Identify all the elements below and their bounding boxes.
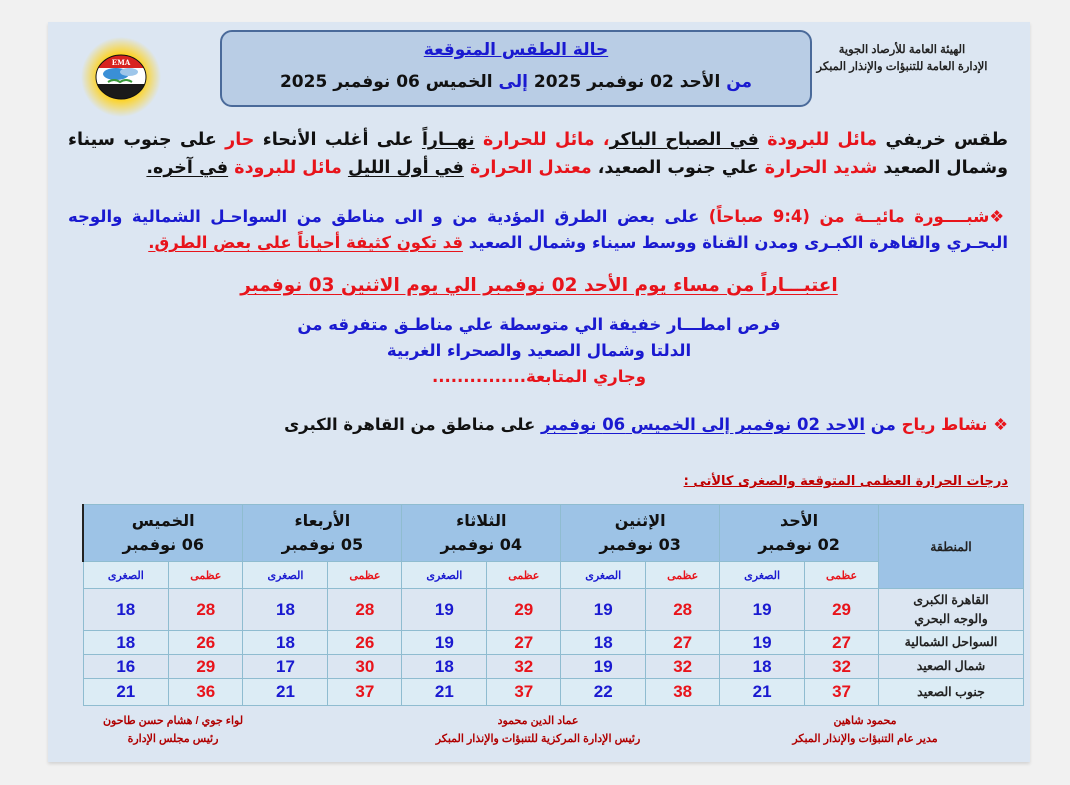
- max-temp: 36: [169, 679, 243, 706]
- region-name: جنوب الصعيد: [879, 679, 1024, 706]
- max-label: عظمى: [169, 562, 243, 589]
- min-label: الصغرى: [83, 562, 169, 589]
- max-temp: 28: [646, 589, 720, 631]
- region-name: القاهرة الكبرى والوجه البحري: [879, 589, 1024, 631]
- min-temp: 21: [243, 679, 328, 706]
- min-temp: 19: [402, 631, 487, 655]
- table-caption: درجات الحرارة العظمى المتوقعة والصغرى كالأتى :: [683, 474, 1008, 489]
- max-temp: 29: [487, 589, 561, 631]
- table-row: [83, 631, 1024, 655]
- weather-summary: طقس خريفي مائل للبرودة في الصباح الباكر، مائل للحرارة نهــاراً على أغلب الأنحاء حار على جنوب سيناء وشمال الصعيد شديد الحرارة علي جنوب الصعيد، معتدل الحرارة في أول الليل مائل للبرودة في آخره.: [68, 130, 1008, 178]
- day-header: الأحد 02 نوفمبر: [720, 505, 879, 562]
- max-temp: 26: [328, 631, 402, 655]
- day-header: الثلاثاء 04 نوفمبر: [402, 505, 561, 562]
- region-name: السواحل الشمالية: [879, 631, 1024, 655]
- max-temp: 37: [487, 679, 561, 706]
- min-label: الصغرى: [402, 562, 487, 589]
- signature-chairman: لواء جوي / هشام حسن طاحون رئيس مجلس الإدارة: [102, 715, 244, 745]
- max-temp: 32: [487, 655, 561, 679]
- max-temp: 38: [646, 679, 720, 706]
- fog-warning: ❖شبــــورة مائيــة من (9:4 صباحاً) على بعض الطرق المؤدية من و الى مناطق من السواحـل الشمالية والوجه البحـري والقاهرة الكبـرى ومدن القناة ووسط سيناء وشمال الصعيد قد تكون كثيفة أحياناً على بعض الطرق.: [68, 207, 1009, 252]
- min-temp: 18: [83, 631, 169, 655]
- title-box: [220, 30, 812, 107]
- day-header: الإثنين 03 نوفمبر: [561, 505, 720, 562]
- table-row: [83, 589, 1024, 631]
- min-temp: 19: [561, 589, 646, 631]
- day-header: الأربعاء 05 نوفمبر: [243, 505, 402, 562]
- follow-up-note: وجاري المتابعة...............: [431, 367, 647, 386]
- min-temp: 21: [720, 679, 805, 706]
- min-temp: 17: [243, 655, 328, 679]
- min-label: الصغرى: [720, 562, 805, 589]
- org-header: [802, 42, 1002, 76]
- min-temp: 19: [561, 655, 646, 679]
- rain-details: فرص امطـــار خفيفة الي متوسطة علي مناطـق متفرقه من الدلتا وشمال الصعيد والصحراء الغربية: [297, 315, 781, 360]
- wind-notice: ❖ نشاط رياح من الاحد 02 نوفمبر إلى الخميس 06 نوفمبر على مناطق من القاهرة الكبرى: [284, 415, 1008, 434]
- max-temp: 37: [328, 679, 402, 706]
- org-name: الهيئة العامة للأرصاد الجوية: [838, 44, 966, 56]
- min-temp: 22: [561, 679, 646, 706]
- temperature-table: [82, 504, 1024, 706]
- max-temp: 26: [169, 631, 243, 655]
- max-temp: 29: [805, 589, 879, 631]
- min-label: الصغرى: [243, 562, 328, 589]
- max-label: عظمى: [805, 562, 879, 589]
- page-title: حالة الطقس المتوقعة: [423, 40, 609, 60]
- signature-director: محمود شاهين مدير عام التنبؤات والإنذار المبكر: [792, 715, 938, 745]
- min-temp: 18: [720, 655, 805, 679]
- region-header: المنطقة: [879, 505, 1024, 589]
- max-label: عظمى: [328, 562, 402, 589]
- day-header: الخميس 06 نوفمبر: [83, 505, 243, 562]
- min-temp: 18: [561, 631, 646, 655]
- min-temp: 19: [402, 589, 487, 631]
- max-temp: 27: [805, 631, 879, 655]
- min-temp: 18: [402, 655, 487, 679]
- min-temp: 21: [402, 679, 487, 706]
- max-temp: 27: [487, 631, 561, 655]
- max-temp: 32: [646, 655, 720, 679]
- forecast-page: [48, 22, 1030, 762]
- max-temp: 29: [169, 655, 243, 679]
- ema-logo: [80, 36, 162, 118]
- max-temp: 28: [328, 589, 402, 631]
- bullet-icon: ❖: [993, 415, 1008, 434]
- max-temp: 32: [805, 655, 879, 679]
- table-row: [83, 655, 1024, 679]
- svg-text:EMA: EMA: [111, 58, 131, 67]
- max-temp: 30: [328, 655, 402, 679]
- rain-heading: اعتبـــاراً من مساء يوم الأحد 02 نوفمبر الي يوم الاثنين 03 نوفمبر: [240, 275, 838, 296]
- max-temp: 27: [646, 631, 720, 655]
- max-label: عظمى: [646, 562, 720, 589]
- max-temp: 37: [805, 679, 879, 706]
- bullet-icon: ❖: [989, 207, 1009, 226]
- min-temp: 18: [243, 589, 328, 631]
- min-temp: 18: [83, 589, 169, 631]
- table-row: [83, 679, 1024, 706]
- org-department: الإدارة العامة للتنبؤات والإنذار المبكر: [816, 61, 988, 73]
- signature-head: عماد الدين محمود رئيس الإدارة المركزية للتنبؤات والإنذار المبكر: [435, 715, 641, 745]
- min-temp: 19: [720, 631, 805, 655]
- min-label: الصغرى: [561, 562, 646, 589]
- min-temp: 16: [83, 655, 169, 679]
- min-temp: 19: [720, 589, 805, 631]
- min-temp: 21: [83, 679, 169, 706]
- min-temp: 18: [243, 631, 328, 655]
- forecast-period: من الأحد 02 نوفمبر 2025 إلى الخميس 06 نوفمبر 2025: [279, 72, 753, 92]
- region-name: شمال الصعيد: [879, 655, 1024, 679]
- max-temp: 28: [169, 589, 243, 631]
- max-label: عظمى: [487, 562, 561, 589]
